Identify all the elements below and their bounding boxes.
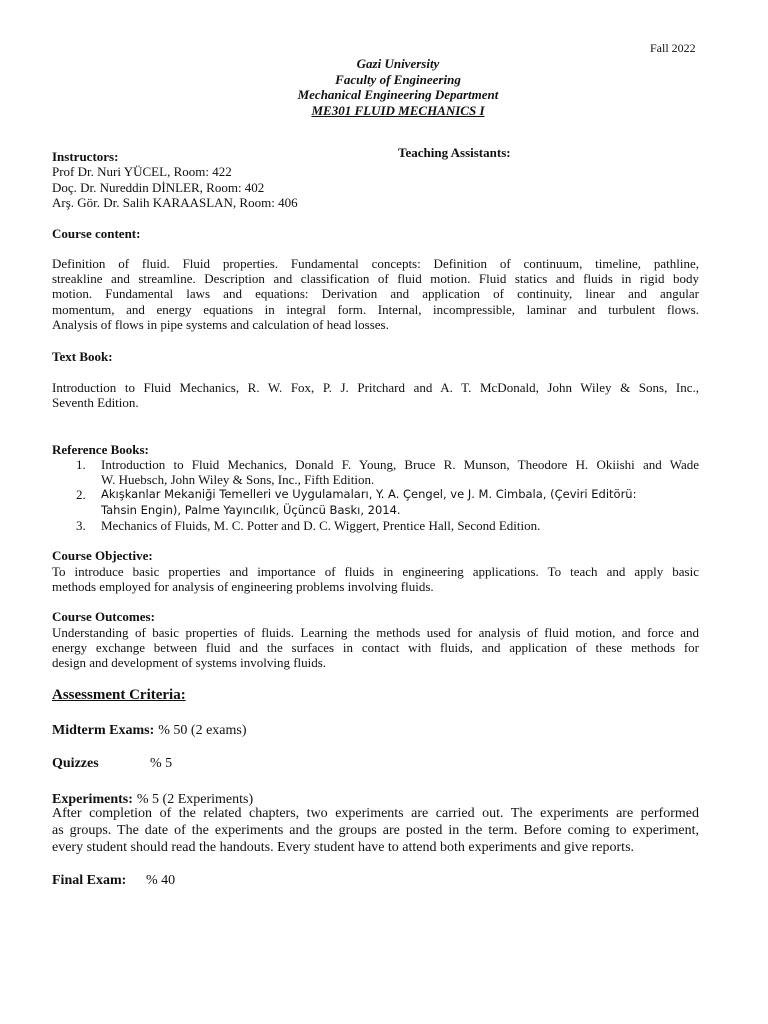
course-content-line: momentum, and energy equations in integral form. Internal, incompressible, laminar and turbulent flows. <box>52 301 699 317</box>
experiments-line: as groups. The date of the experiments and the groups are posted in the term. Before coming to experiment, <box>52 822 699 838</box>
course-objective-line: To introduce basic properties and importance of fluids in engineering applications. To teach and apply basic <box>52 564 699 579</box>
final-exam-value: % 40 <box>146 873 176 888</box>
reference-books-list <box>52 457 699 533</box>
teaching-assistants-heading: Teaching Assistants: <box>398 145 511 160</box>
course-outcomes-body <box>52 625 699 671</box>
midterm-label: Midterm Exams: <box>52 723 155 738</box>
course-outcomes-line: energy exchange between fluid and the surfaces in contact with fluids, and application of these methods for <box>52 640 699 656</box>
list-item-number: 3. <box>76 517 86 533</box>
experiments-value: % 5 (2 Experiments) <box>136 792 254 807</box>
university-name: Gazi University <box>356 56 440 71</box>
quizzes-value: % 5 <box>150 756 173 771</box>
course-content-line: Analysis of flows in pipe systems and calculation of head losses. <box>52 316 389 332</box>
course-outcomes-line: design and development of systems involving fluids. <box>52 655 327 671</box>
text-book-line: Seventh Edition. <box>52 395 139 411</box>
faculty-name: Faculty of Engineering <box>335 71 461 87</box>
instructors-heading: Instructors: <box>52 149 119 164</box>
experiments-body <box>52 806 699 856</box>
instructor-2: Doç. Dr. Nureddin DİNLER, Room: 402 <box>52 180 265 195</box>
list-item-number: 2. <box>76 487 86 503</box>
text-book-body <box>52 380 699 410</box>
course-content-line: streakline and streamline. Description and classification of fluid motion. Fluid statics and fluids in rigid body <box>52 271 699 287</box>
list-item <box>52 518 699 533</box>
quizzes-label: Quizzes <box>52 756 99 771</box>
list-item-line: Akışkanlar Mekaniği Temelleri ve Uygulamaları, Y. A. Çengel, ve J. M. Cimbala, (Çeviri Editörü: <box>101 487 637 502</box>
experiments-line: After completion of the related chapters, two experiments are carried out. The experiments are performed <box>52 806 699 821</box>
list-item <box>52 487 699 517</box>
instructor-1: Prof Dr. Nuri YÜCEL, Room: 422 <box>52 164 232 179</box>
course-content-body <box>52 256 699 332</box>
term-label: Fall 2022 <box>650 41 696 55</box>
course-objective-body <box>52 564 699 594</box>
midterm-row <box>52 721 247 739</box>
course-content-heading: Course content: <box>52 226 141 241</box>
midterm-value: % 50 (2 exams) <box>158 723 247 738</box>
assessment-criteria-heading: Assessment Criteria: <box>52 687 186 703</box>
course-objective-heading: Course Objective: <box>52 548 153 563</box>
final-exam-label: Final Exam: <box>52 873 127 888</box>
course-content-line: Definition of fluid. Fluid properties. Fundamental concepts: Definition of continuum, timeline, pathline, <box>52 256 699 271</box>
course-title: ME301 FLUID MECHANICS I <box>311 102 485 118</box>
experiments-label: Experiments: <box>52 792 133 807</box>
document-header <box>0 56 768 118</box>
experiments-line: every student should read the handouts. Every student have to attend both experiments and give reports. <box>52 839 635 855</box>
course-outcomes-heading: Course Outcomes: <box>52 609 155 624</box>
list-item-line: Mechanics of Fluids, M. C. Potter and D. C. Wiggert, Prentice Hall, Second Edition. <box>101 517 541 533</box>
course-outcomes-line: Understanding of basic properties of fluids. Learning the methods used for analysis of fluid motion, and force and <box>52 625 699 640</box>
list-item <box>52 457 699 487</box>
list-item-line: Tahsin Engin), Palme Yayıncılık, Üçüncü Baskı, 2014. <box>101 502 401 517</box>
department-name: Mechanical Engineering Department <box>297 87 499 102</box>
reference-books-heading: Reference Books: <box>52 442 149 457</box>
list-item-line: Introduction to Fluid Mechanics, Donald F. Young, Bruce R. Munson, Theodore H. Okiishi and Wade <box>101 457 699 472</box>
course-objective-line: methods employed for analysis of engineering problems involving fluids. <box>52 579 434 595</box>
list-item-number: 1. <box>76 457 86 472</box>
instructor-3: Arş. Gör. Dr. Salih KARAASLAN, Room: 406 <box>52 195 298 210</box>
text-book-line: Introduction to Fluid Mechanics, R. W. Fox, P. J. Pritchard and A. T. McDonald, John Wiley & Sons, Inc., <box>52 380 699 395</box>
course-content-line: motion. Fundamental laws and equations: Derivation and application of continuity, linear and angular <box>52 286 699 302</box>
text-book-heading: Text Book: <box>52 349 113 364</box>
list-item-line: W. Huebsch, John Wiley & Sons, Inc., Fifth Edition. <box>101 472 375 488</box>
